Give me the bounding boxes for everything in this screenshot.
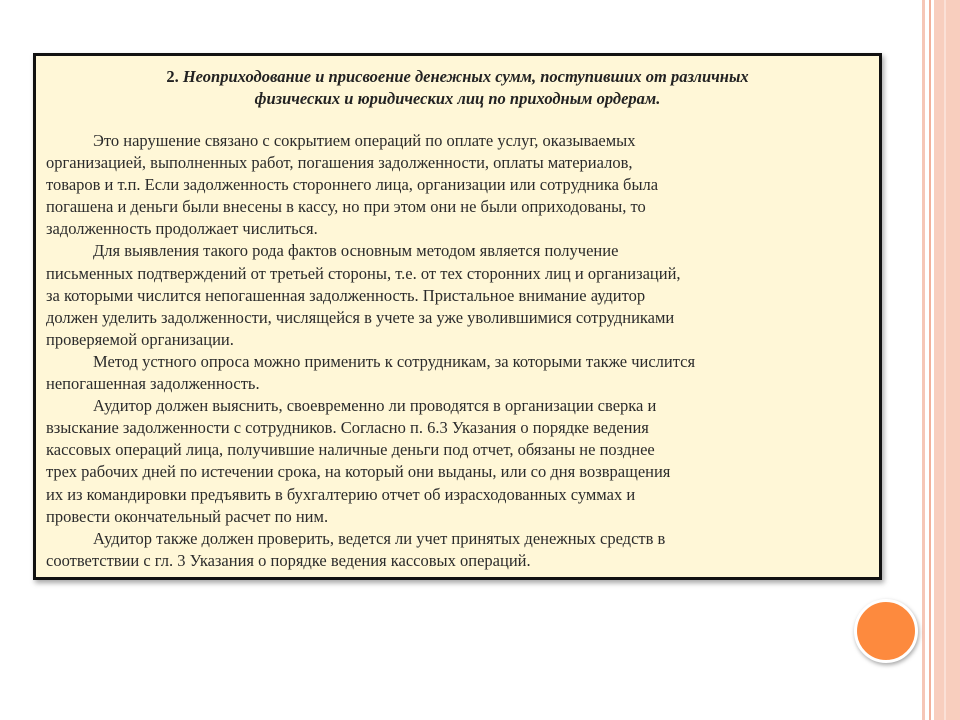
text-line: задолженность продолжает числиться. <box>46 219 318 239</box>
text-line: товаров и т.п. Если задолженность стороннего лица, организации или сотрудника была <box>46 175 659 195</box>
decorative-stripe <box>922 0 925 720</box>
text-line: организацией, выполненных работ, погашения задолженности, оплаты материалов, <box>46 153 633 173</box>
heading-text: Неоприходование и присвоение денежных сумм, поступивших от различных <box>182 67 749 86</box>
text-line: должен уделить задолженности, числящейся в учете за уже уволившимися сотрудниками <box>46 307 675 327</box>
decorative-stripe <box>934 0 960 720</box>
slide-heading <box>36 66 879 110</box>
text-line: кассовых операций лица, получившие наличные деньги под отчет, обязаны не позднее <box>46 440 655 460</box>
text-line: их из командировки предъявить в бухгалтерию отчет об израсходованных суммах и <box>46 484 636 504</box>
text-line: проверяемой организации. <box>46 329 234 349</box>
text-line: непогашенная задолженность. <box>46 374 260 394</box>
heading-line-2: физических и юридических лиц по приходным ордерам. <box>254 89 661 108</box>
text-line: Для выявления такого рода фактов основным методом является получение <box>93 241 619 261</box>
slide-body-text <box>46 130 876 572</box>
text-line: трех рабочих дней по истечении срока, на который они выданы, или со дня возвращения <box>46 462 671 482</box>
text-line: провести окончательный расчет по ним. <box>46 506 329 526</box>
text-line: взыскание задолженности с сотрудников. Согласно п. 6.3 Указания о порядке ведения <box>46 418 649 438</box>
heading-number: 2. <box>166 67 179 86</box>
text-line: Аудитор также должен проверить, ведется ли учет принятых денежных средств в <box>93 528 666 548</box>
text-line: за которыми числится непогашенная задолженность. Пристальное внимание аудитор <box>46 285 646 305</box>
text-line: Аудитор должен выяснить, своевременно ли проводятся в организации сверка и <box>93 396 657 416</box>
decorative-circle <box>854 599 918 663</box>
text-line: погашена и деньги были внесены в кассу, но при этом они не были оприходованы, то <box>46 197 646 217</box>
text-line: соответствии с гл. 3 Указания о порядке ведения кассовых операций. <box>46 550 531 570</box>
heading-line-1 <box>36 66 879 88</box>
text-line: Это нарушение связано с сокрытием операций по оплате услуг, оказываемых <box>93 131 636 150</box>
text-line: Метод устного опроса можно применить к сотрудникам, за которыми также числится <box>93 351 696 371</box>
slide-text-box <box>33 53 882 580</box>
text-line: письменных подтверждений от третьей стороны, т.е. от тех сторонних лиц и организаций, <box>46 263 681 283</box>
decorative-stripe <box>944 0 946 720</box>
decorative-stripe <box>929 0 931 720</box>
